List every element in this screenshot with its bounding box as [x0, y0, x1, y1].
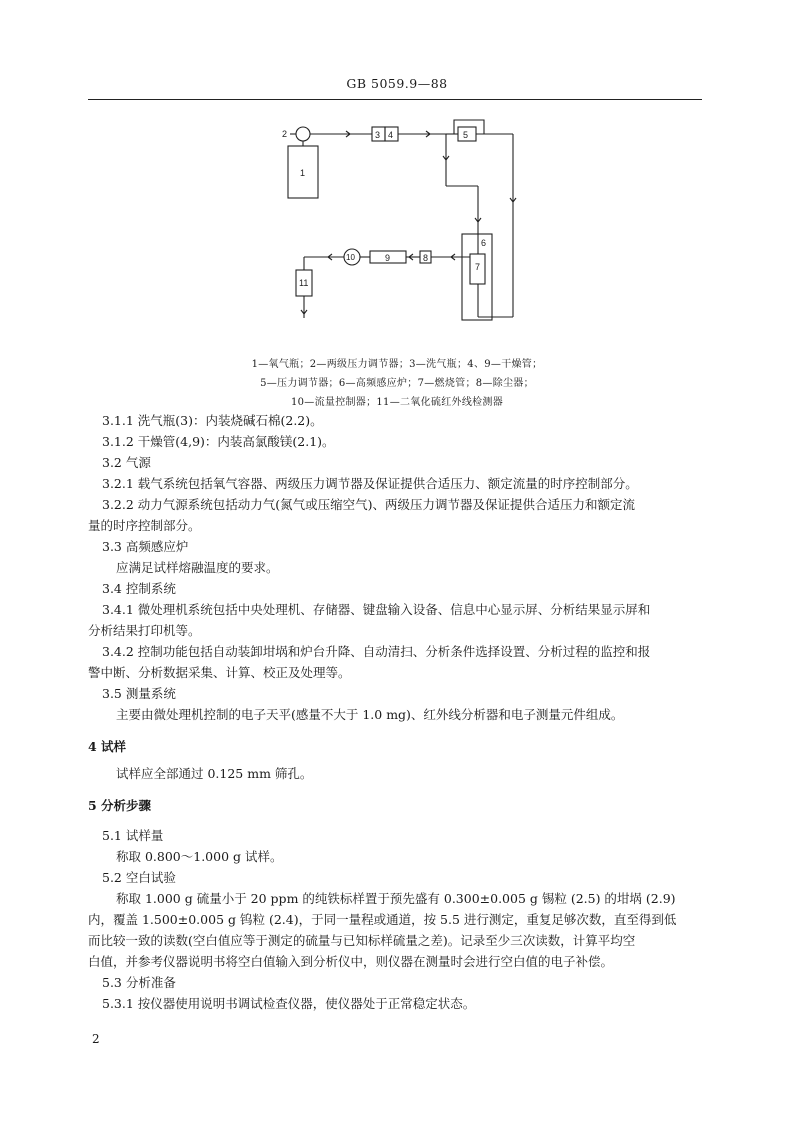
section-5-3-1: 5.3.1 按仪器使用说明书调试检查仪器，使仪器处于正常稳定状态。: [102, 996, 476, 1011]
section-4-heading: 4 试样: [88, 739, 127, 754]
label-1: 1: [300, 168, 306, 178]
page-header: GB 5059.9—88: [346, 76, 448, 91]
section-3-2-2-line-1: 3.2.2 动力气源系统包括动力气(氮气或压缩空气)、两级压力调节器及保证提供合适压力和额定流: [102, 497, 636, 512]
section-5-1-text: 称取 0.800～1.000 g 试样。: [116, 849, 283, 864]
section-3-2-1: 3.2.1 载气系统包括氧气容器、两级压力调节器及保证提供合适压力、额定流量的时序控制部分。: [102, 476, 638, 491]
section-3-4-2-line-2: 警中断、分析数据采集、计算、校正及处理等。: [88, 665, 351, 680]
section-5-3-heading: 5.3 分析准备: [102, 975, 176, 990]
section-3-3-text: 应满足试样熔融温度的要求。: [116, 560, 279, 575]
label-2: 2: [282, 129, 288, 139]
section-3-4-1-line-1: 3.4.1 微处理机系统包括中央处理机、存储器、键盘输入设备、信息中心显示屏、分析结果显示屏和: [102, 602, 651, 617]
section-5-2-heading: 5.2 空白试验: [102, 870, 176, 885]
section-3-1-1: 3.1.1 洗气瓶(3)：内装烧碱石棉(2.2)。: [102, 413, 323, 428]
section-5-2-line-1: 称取 1.000 g 硫量小于 20 ppm 的纯铁标样置于预先盛有 0.300±0.005 g 锡粒 (2.5) 的坩埚 (2.9): [116, 891, 676, 906]
section-3-5-text: 主要由微处理机控制的电子天平(感量不大于 1.0 mg)、红外线分析器和电子测量元件组成。: [116, 707, 624, 722]
section-5-2-line-2: 内，覆盖 1.500±0.005 g 钨粒 (2.4)，于同一量程或通道，按 5.5 进行测定，重复足够次数，直至得到低: [88, 912, 677, 927]
label-5: 5: [463, 130, 469, 140]
caption-line-3: 10—流量控制器；11—二氧化硫红外线检测器: [290, 397, 504, 408]
section-3-3-heading: 3.3 高频感应炉: [102, 539, 189, 554]
label-8: 8: [423, 253, 429, 263]
section-3-2-heading: 3.2 气源: [102, 455, 151, 470]
page-number: 2: [92, 1032, 100, 1046]
section-3-2-2-line-2: 量的时序控制部分。: [88, 518, 201, 533]
caption-line-1: 1—氧气瓶；2—两级压力调节器；3—洗气瓶；4、9—干燥管；: [251, 359, 543, 370]
caption-line-2: 5—压力调节器；6—高频感应炉；7—燃烧管；8—除尘器；: [260, 378, 534, 389]
section-3-4-2-line-1: 3.4.2 控制功能包括自动装卸坩埚和炉台升降、自动清扫、分析条件选择设置、分析过程的监控和报: [102, 644, 651, 659]
label-9: 9: [385, 253, 391, 263]
label-4: 4: [388, 130, 394, 140]
section-3-5-heading: 3.5 测量系统: [102, 686, 176, 701]
label-3: 3: [375, 130, 381, 140]
section-5-2-line-4: 白值，并参考仪器说明书将空白值输入到分析仪中，则仪器在测量时会进行空白值的电子补偿。: [88, 954, 614, 969]
section-5-2-line-3: 而比较一致的读数(空白值应等于测定的硫量与已知标样硫量之差)。记录至少三次读数，计算平均空: [88, 933, 636, 948]
label-10: 10: [346, 253, 355, 262]
apparatus-diagram: [270, 112, 530, 338]
section-3-4-heading: 3.4 控制系统: [102, 581, 176, 596]
induction-furnace: [462, 234, 492, 320]
section-4-text: 试样应全部通过 0.125 mm 筛孔。: [116, 766, 313, 781]
section-3-4-1-line-2: 分析结果打印机等。: [88, 623, 201, 638]
section-3-1-2: 3.1.2 干燥管(4,9)：内装高氯酸镁(2.1)。: [102, 434, 335, 449]
section-5-1-heading: 5.1 试样量: [102, 828, 164, 843]
header-rule: [88, 99, 702, 100]
label-11: 11: [299, 278, 309, 288]
label-6: 6: [481, 238, 487, 248]
label-7: 7: [475, 262, 481, 272]
regulator-icon: [296, 127, 310, 141]
section-5-heading: 5 分析步骤: [88, 798, 152, 813]
